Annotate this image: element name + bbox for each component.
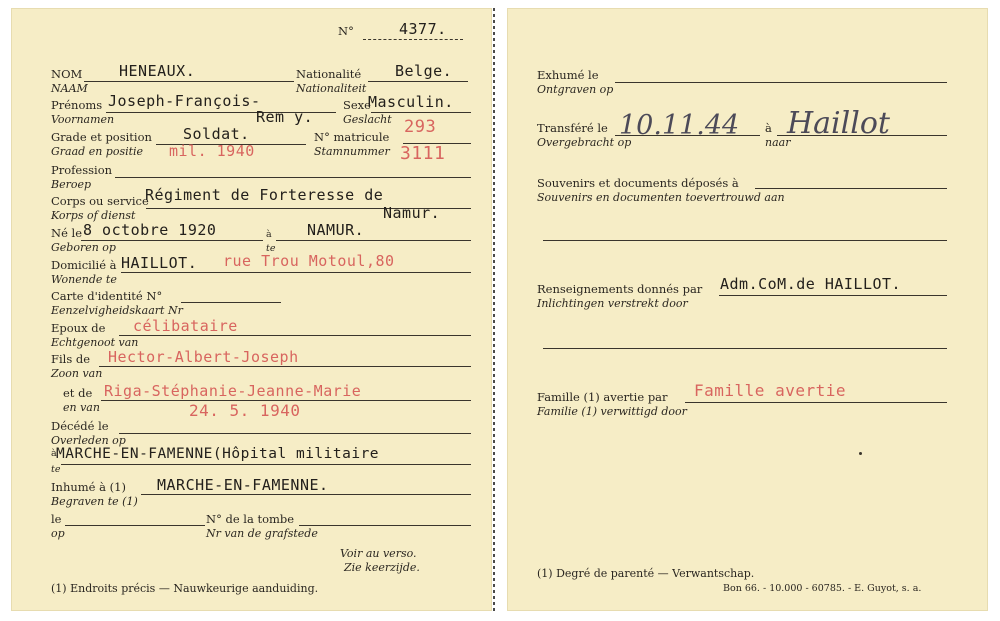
wonende-label: Wonende te <box>51 273 117 286</box>
envan-label: en van <box>63 401 100 414</box>
echtgenoot-label: Echtgenoot van <box>51 336 139 349</box>
nationalite-label: Nationalité <box>296 67 362 81</box>
graad-label: Graad en positie <box>51 145 144 158</box>
souvenirs-label: Souvenirs et documents déposés à <box>537 176 739 190</box>
prenoms-value: Joseph-François- <box>108 92 261 110</box>
geboren-label: Geboren op <box>51 241 116 254</box>
father-value: Hector-Albert-Joseph <box>108 348 299 366</box>
renseignements-label: Renseignements donnés par <box>537 282 703 296</box>
overgebracht-label: Overgebracht op <box>537 136 632 149</box>
epoux-label: Epoux de <box>51 321 106 335</box>
voornamen-label: Voornamen <box>51 113 115 126</box>
decede-label: Décédé le <box>51 419 109 433</box>
nom-value: HENEAUX. <box>119 62 196 80</box>
naam-label: NAAM <box>51 82 88 95</box>
beroep-label: Beroep <box>51 178 92 191</box>
transfer-a-label: à <box>765 121 772 135</box>
burial-place: MARCHE-EN-FAMENNE. <box>157 476 329 494</box>
right-card <box>507 8 988 611</box>
corps-label: Corps ou service <box>51 194 149 208</box>
ne-label: Né le <box>51 226 83 240</box>
right-footnote: (1) Degré de parenté — Verwantschap. <box>537 567 755 580</box>
sexe-value: Masculin. <box>368 93 454 111</box>
transfere-label: Transféré le <box>537 121 608 135</box>
domicilie-label: Domicilié à <box>51 258 117 272</box>
corps-value-2: Namur. <box>383 204 441 222</box>
card-number: 4377. <box>399 20 447 38</box>
naar-label: naar <box>765 136 791 149</box>
profession-label: Profession <box>51 163 113 177</box>
birth-a-label: à <box>266 229 272 240</box>
nationalite-value: Belge. <box>395 62 453 80</box>
renseignements-value: Adm.CoM.de HAILLOT. <box>720 275 902 293</box>
left-footnote: (1) Endroits précis — Nauwkeurige aanduiding. <box>51 582 319 595</box>
begraven-label: Begraven te (1) <box>51 495 138 508</box>
grade-value: Soldat. <box>183 125 250 143</box>
birth-te-label: te <box>266 243 276 254</box>
inlichtingen-label: Inlichtingen verstrekt door <box>537 297 688 310</box>
birth-date: 8 octobre 1920 <box>83 221 217 239</box>
verso-label: Voir au verso. <box>340 547 417 560</box>
number-label: N° <box>338 24 354 38</box>
left-card <box>11 8 492 611</box>
corps-value: Régiment de Forteresse de <box>145 186 384 204</box>
souvenirs-nl-label: Souvenirs en documenten toevertrouwd aan <box>537 191 785 204</box>
death-place: MARCHE-EN-FAMENNE(Hôpital militaire <box>56 446 380 462</box>
inhume-label: Inhumé à (1) <box>51 480 126 494</box>
sexe-label: Sexe <box>343 98 371 112</box>
exhume-label: Exhumé le <box>537 68 599 82</box>
mother-value: Riga-Stéphanie-Jeanne-Marie <box>104 382 362 400</box>
death-date: 24. 5. 1940 <box>189 401 301 420</box>
le-label: le <box>51 512 62 526</box>
ontgraven-label: Ontgraven op <box>537 83 614 96</box>
death-a-label: à <box>51 448 57 459</box>
grade-red-value: mil. 1940 <box>169 142 255 160</box>
transfer-date: 10.11.44 <box>619 110 740 141</box>
stamnummer-label: Stamnummer <box>314 145 390 158</box>
printer-mark: Bon 66. - 10.000 - 60785. - E. Guyot, s. a. <box>723 583 922 594</box>
nom-label: NOM <box>51 67 83 81</box>
grade-label: Grade et position <box>51 130 152 144</box>
prenoms-value-2: Rem y. <box>256 108 314 126</box>
prenoms-label: Prénoms <box>51 98 103 112</box>
famille-value: Famille avertie <box>694 381 846 400</box>
matricule-label: N° matricule <box>314 130 390 144</box>
op-label: op <box>51 527 65 540</box>
tombe-label: N° de la tombe <box>206 512 295 526</box>
matricule-value: 293 <box>404 117 437 137</box>
nationaliteit-label: Nationaliteit <box>296 82 367 95</box>
domicilie-address: rue Trou Motoul,80 <box>223 252 395 270</box>
death-te-label: te <box>51 464 61 475</box>
zoon-label: Zoon van <box>51 367 103 380</box>
domicilie-value: HAILLOT. <box>121 254 198 272</box>
keerzijde-label: Zie keerzijde. <box>344 561 420 574</box>
grafstede-label: Nr van de grafstede <box>206 527 318 540</box>
eenzel-label: Eenzelvigheidskaart Nr <box>51 304 183 317</box>
famille-label: Famille (1) avertie par <box>537 390 668 404</box>
fils-label: Fils de <box>51 352 91 366</box>
perforation-divider <box>493 8 495 611</box>
familie-label: Familie (1) verwittigd door <box>537 405 687 418</box>
etde-label: et de <box>63 386 93 400</box>
transfer-place: Haillot <box>787 106 890 141</box>
carte-label: Carte d'identité N° <box>51 289 163 303</box>
stamnummer-value: 3111 <box>400 143 446 164</box>
geslacht-label: Geslacht <box>343 113 392 126</box>
epoux-value: célibataire <box>133 317 238 335</box>
korps-label: Korps of dienst <box>51 209 136 222</box>
birth-place: NAMUR. <box>307 221 365 239</box>
overleden-label: Overleden op <box>51 434 126 447</box>
